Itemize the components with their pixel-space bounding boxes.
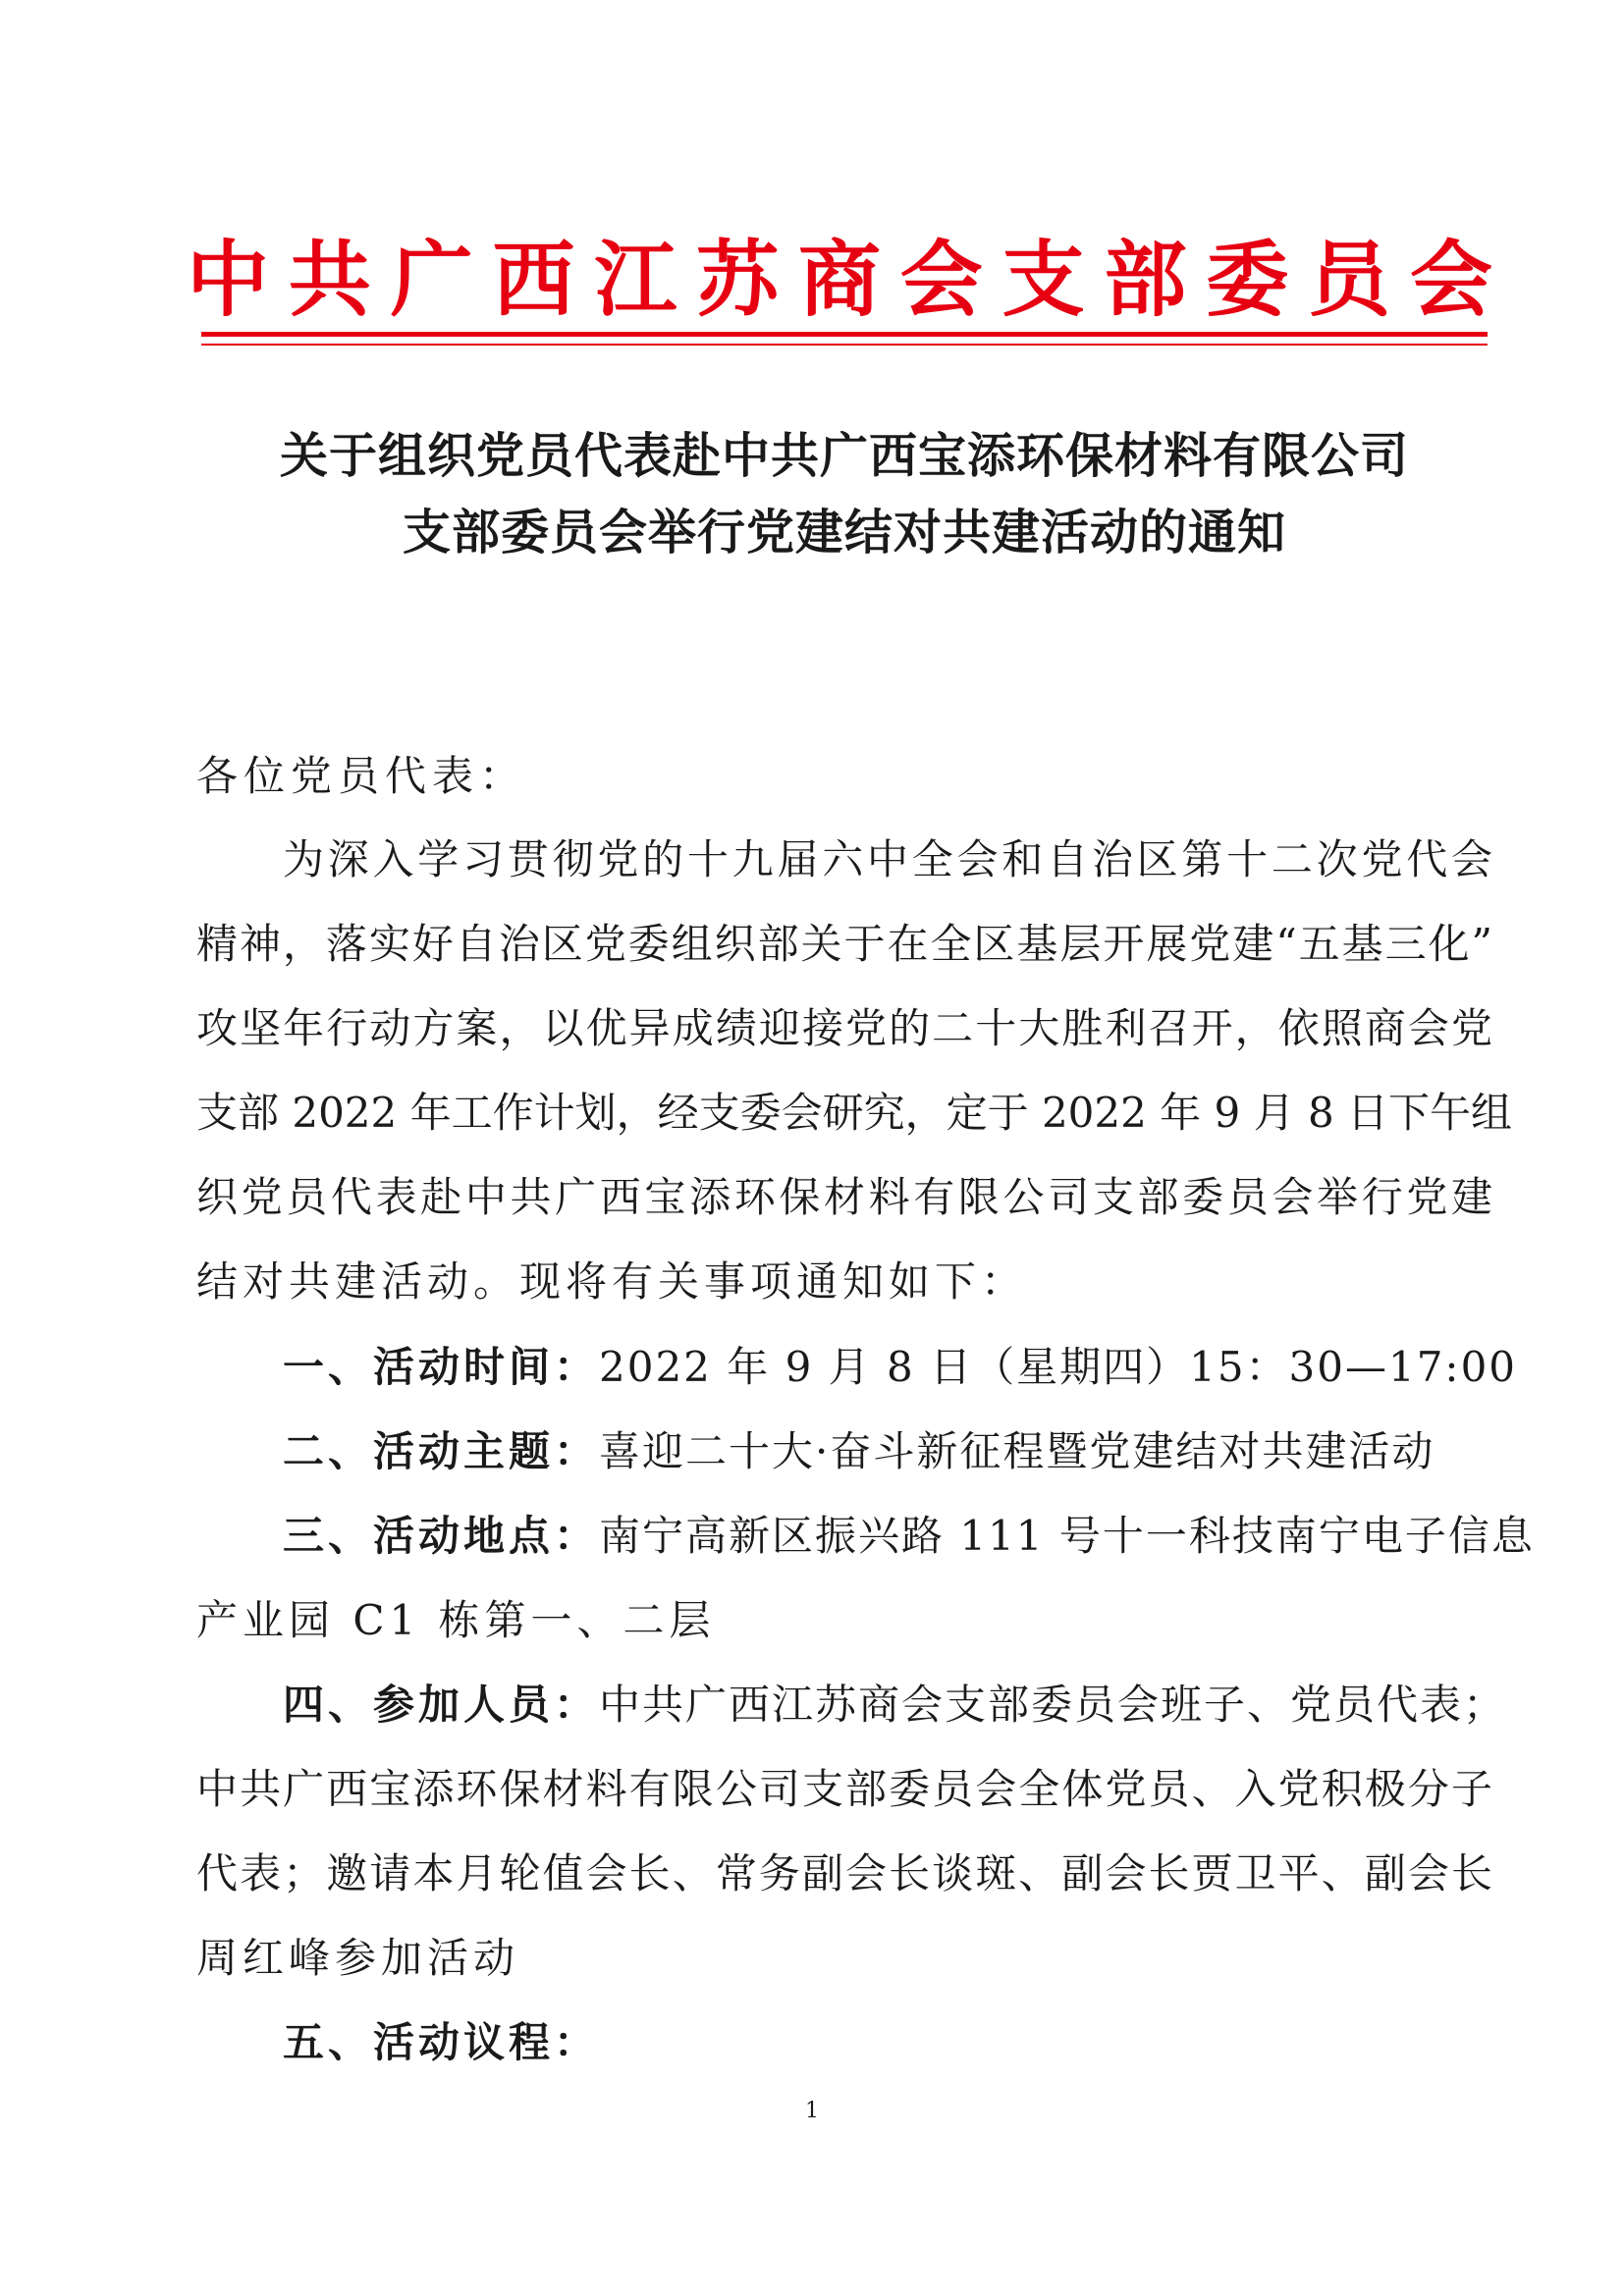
item-value: 南宁高新区振兴路 111 号十一科技南宁电子信息 <box>599 1512 1535 1560</box>
item-value: 喜迎二十大·奋斗新征程暨党建结对共建活动 <box>599 1427 1435 1475</box>
page-number: 1 <box>805 2099 819 2123</box>
intro-line: 结对共建活动。现将有关事项通知如下： <box>196 1257 1028 1306</box>
header-char: 江 <box>594 231 677 328</box>
header-char: 会 <box>1409 231 1492 328</box>
intro-line: 为深入学习贯彻党的十九届六中全会和自治区第十二次党代会 <box>283 835 1492 883</box>
document-title-line-2: 支部委员会举行党建结对共建活动的通知 <box>402 505 1286 561</box>
organization-header <box>187 214 1492 332</box>
item-location-continuation: 产业园 C1 栋第一、二层 <box>196 1596 716 1644</box>
item-label: 一、活动时间： <box>283 1343 600 1391</box>
header-char: 商 <box>797 231 881 328</box>
item-participants-continuation: 中共广西宝添环保材料有限公司支部委员会全体党员、入党积极分子 <box>196 1765 1492 1813</box>
item-value: 中共广西江苏商会支部委员会班子、党员代表； <box>599 1681 1507 1729</box>
header-char: 支 <box>1001 231 1085 328</box>
item-participants-continuation: 周红峰参加活动 <box>196 1934 520 1982</box>
header-char: 中 <box>187 231 270 328</box>
header-char: 苏 <box>696 231 780 328</box>
intro-line: 精神，落实好自治区党委组织部关于在全区基层开展党建“五基三化” <box>196 920 1492 968</box>
header-char: 部 <box>1104 231 1187 328</box>
item-label: 四、参加人员： <box>283 1681 600 1729</box>
header-char: 广 <box>390 231 473 328</box>
intro-line: 攻坚年行动方案，以优异成绩迎接党的二十大胜利召开，依照商会党 <box>196 1004 1492 1052</box>
item-activity-location <box>283 1512 1535 1560</box>
item-activity-time <box>283 1343 1518 1391</box>
item-agenda <box>283 2018 600 2066</box>
intro-line: 织党员代表赴中共广西宝添环保材料有限公司支部委员会举行党建 <box>196 1173 1492 1221</box>
header-char: 西 <box>492 231 575 328</box>
document-title-line-1: 关于组织党员代表赴中共广西宝添环保材料有限公司 <box>279 428 1409 484</box>
salutation: 各位党员代表： <box>196 752 527 800</box>
header-char: 共 <box>288 231 371 328</box>
header-char: 员 <box>1308 231 1391 328</box>
header-char: 会 <box>899 231 983 328</box>
item-value: 2022 年 9 月 8 日（星期四）15：30—17:00 <box>599 1343 1518 1391</box>
item-participants <box>283 1681 1507 1729</box>
header-divider-thick <box>201 332 1488 337</box>
item-activity-theme <box>283 1427 1435 1475</box>
item-label: 二、活动主题： <box>283 1427 600 1475</box>
header-char: 委 <box>1206 231 1289 328</box>
item-label: 五、活动议程： <box>283 2018 600 2066</box>
intro-line: 支部 2022 年工作计划，经支委会研究，定于 2022 年 9 月 8 日下午组 <box>196 1089 1513 1137</box>
item-participants-continuation: 代表；邀请本月轮值会长、常务副会长谈斑、副会长贾卫平、副会长 <box>196 1849 1492 1897</box>
item-label: 三、活动地点： <box>283 1512 600 1560</box>
header-divider-thin <box>201 344 1488 346</box>
